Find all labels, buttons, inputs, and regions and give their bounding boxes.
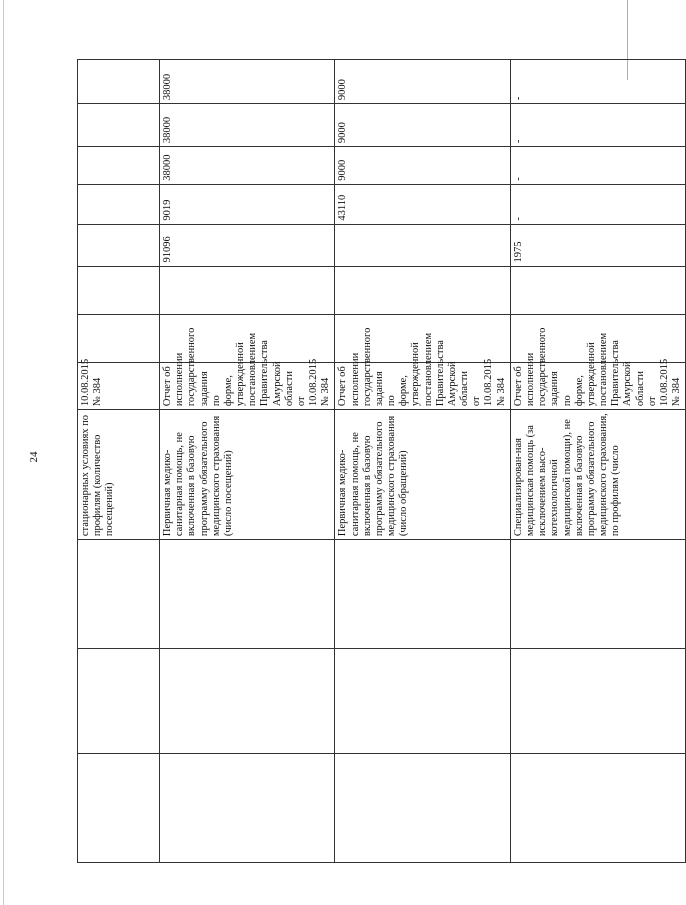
- scan-margin-mark: [3, 0, 4, 905]
- document-cell: Отчет об исполнении государственного задания по форме, утвержденной постановлением Правительства Амурской области от 10.08.2015 № 384: [510, 362, 685, 409]
- service-cell: Первичная медико-санитарная помощь, не включенная в базовую программу обязательного медицинского страхования (число обращений): [335, 410, 510, 540]
- value-cell: 38000: [160, 104, 335, 147]
- value-cell: [78, 184, 160, 224]
- table-row: [510, 60, 685, 863]
- value-cell: -: [510, 104, 685, 147]
- value-cell: [510, 266, 685, 314]
- table-cell: [510, 540, 685, 649]
- value-cell: [78, 266, 160, 314]
- value-cell: [335, 224, 510, 266]
- document-cell: Отчет об исполнении государственного задания по форме, утвержденной постановлением Правительства Амурской области от 10.08.2015 № 384: [160, 362, 335, 409]
- table-cell: [78, 753, 160, 862]
- value-cell: 91096: [160, 224, 335, 266]
- value-cell: 38000: [160, 60, 335, 104]
- value-cell: -: [510, 147, 685, 185]
- value-cell: 9000: [335, 147, 510, 185]
- document-cell: 10.08.2015 № 384: [78, 362, 160, 409]
- value-cell: 43110: [335, 184, 510, 224]
- value-cell: 9000: [335, 104, 510, 147]
- table-cell: [335, 753, 510, 862]
- table-cell: [78, 540, 160, 649]
- table-cell: [160, 540, 335, 649]
- table-cell: [335, 540, 510, 649]
- value-cell: -: [510, 60, 685, 104]
- table-cell: [160, 649, 335, 754]
- value-cell: [160, 266, 335, 314]
- table-cell: [510, 649, 685, 754]
- value-cell: -: [510, 184, 685, 224]
- value-cell: 9000: [335, 60, 510, 104]
- table-cell: [510, 753, 685, 862]
- value-cell: [78, 224, 160, 266]
- table-cell: [78, 649, 160, 754]
- table-row: [160, 60, 335, 863]
- service-cell: Первичная медико-санитарная помощь, не включенная в базовую программу обязательного медицинского страхования (число посещений): [160, 410, 335, 540]
- value-cell: [78, 147, 160, 185]
- value-cell: [78, 314, 160, 362]
- value-cell: 38000: [160, 147, 335, 185]
- value-cell: [78, 60, 160, 104]
- table-cell: [335, 649, 510, 754]
- service-cell: стационарных условиях по профилям (количество посещений): [78, 410, 160, 540]
- table-row: [78, 60, 160, 863]
- value-cell: [78, 104, 160, 147]
- value-cell: [335, 266, 510, 314]
- document-cell: Отчет об исполнении государственного задания по форме, утвержденной постановлением Правительства Амурской области от 10.08.2015 № 384: [335, 362, 510, 409]
- value-cell: 1975: [510, 224, 685, 266]
- service-cell: Специализирован-ная медицинская помощь (за исключением высо-котехнологичной медицинской помощи), не включенная в базовую программу обязательного медицинского страхования, по профилям (число: [510, 410, 685, 540]
- table-cell: [160, 753, 335, 862]
- table-row: [335, 60, 510, 863]
- document-table: [77, 59, 686, 863]
- page-number: 24: [28, 451, 40, 463]
- value-cell: 9019: [160, 184, 335, 224]
- rotated-table-container: [77, 59, 683, 863]
